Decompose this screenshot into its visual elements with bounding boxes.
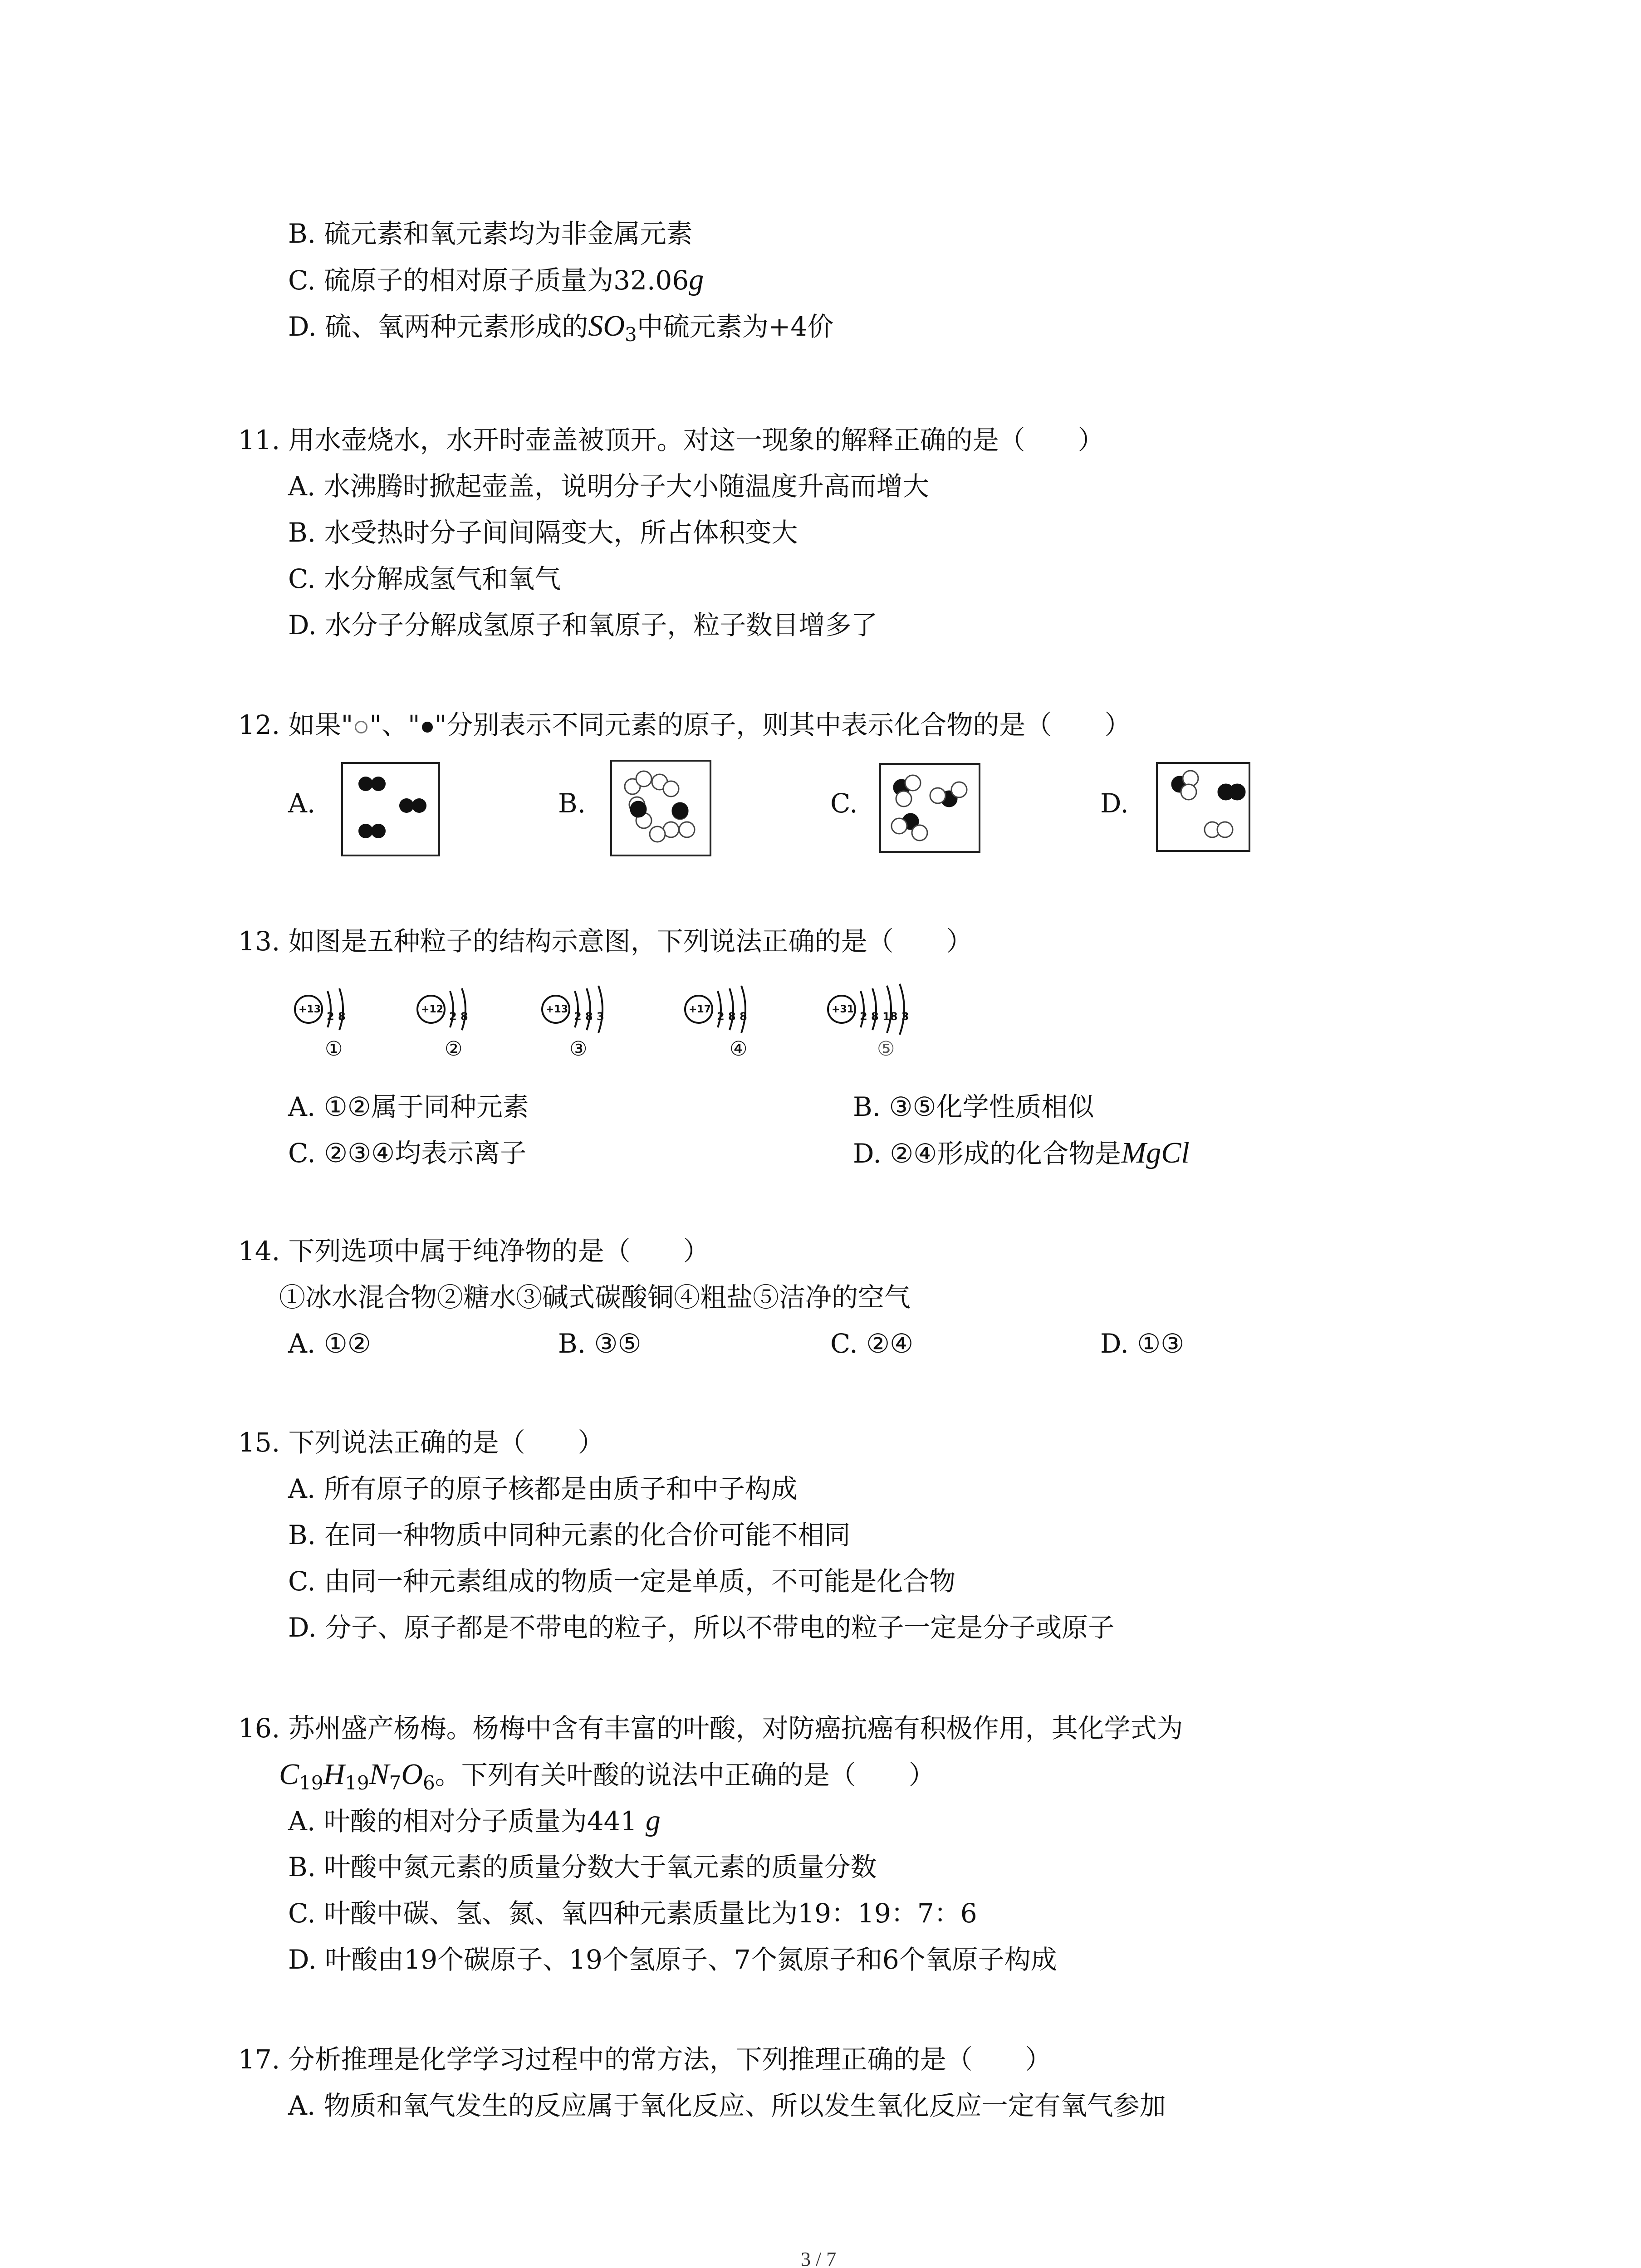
nucleus-charge: +12: [421, 1004, 444, 1015]
q12-stem: 12. 如果" "、" "分别表示不同元素的原子，则其中表示化合物的是（ ）: [238, 709, 1131, 740]
q15-stem: 15. 下列说法正确的是（ ）: [238, 1427, 604, 1458]
q14-option-c: C. ②④: [830, 1328, 914, 1359]
q12-option-b-diagram: [610, 760, 711, 856]
q13-diagram-4: [681, 982, 785, 1068]
q13-diagram-5: [823, 982, 941, 1068]
q13-option-a: A. ①②属于同种元素: [288, 1091, 529, 1122]
q15-option-c: C. 由同一种元素组成的物质一定是单质，不可能是化合物: [288, 1566, 956, 1597]
q16-option-c: C. 叶酸中碳、氢、氮、氧四种元素质量比为19：19：7：6: [288, 1898, 977, 1929]
diagram-label: ②: [445, 1037, 463, 1061]
q16-option-b: B. 叶酸中氮元素的质量分数大于氧元素的质量分数: [288, 1852, 877, 1882]
q15-option-d: D. 分子、原子都是不带电的粒子，所以不带电的粒子一定是分子或原子: [288, 1612, 1115, 1643]
q13-diagram-2: [413, 982, 504, 1068]
q12-label-d: D.: [1100, 788, 1129, 819]
q10-option-c: C. 硫原子的相对原子质量为32.06g: [288, 263, 704, 296]
diagram-label: ④: [730, 1037, 748, 1061]
q10-option-b: B. 硫元素和氧元素均为非金属元素: [288, 218, 693, 249]
q14-option-a: A. ①②: [288, 1328, 371, 1359]
q14-items: ①冰水混合物②糖水③碱式碳酸铜④粗盐⑤洁净的空气: [279, 1282, 911, 1313]
q11-option-a: A. 水沸腾时掀起壶盖，说明分子大小随温度升高而增大: [288, 471, 929, 502]
q16-stem: 16. 苏州盛产杨梅。杨梅中含有丰富的叶酸，对防癌抗癌有积极作用，其化学式为: [238, 1713, 1183, 1744]
filled-atom-icon: [422, 722, 433, 733]
q14-stem: 14. 下列选项中属于纯净物的是（ ）: [238, 1236, 710, 1266]
q16-option-d: D. 叶酸由19个碳原子、19个氢原子、7个氮原子和6个氧原子构成: [288, 1944, 1057, 1975]
q16-formula-line: $C_{19}H_{19}N_7O_6$。下列有关叶酸的说法中正确的是（ ）: [279, 1758, 935, 1794]
electron-shells: 2 8: [449, 1010, 468, 1023]
nucleus-charge: +13: [546, 1004, 568, 1015]
electron-shells: 2 8 3: [574, 1010, 604, 1023]
electron-shells: 2 8: [327, 1010, 346, 1023]
q12-option-a-diagram: [341, 762, 440, 856]
nucleus-charge: +31: [832, 1004, 854, 1015]
diagram-label: ①: [325, 1037, 343, 1061]
electron-shells: 2 8 18 3: [860, 1010, 909, 1023]
nucleus-charge: +13: [299, 1004, 321, 1015]
q13-diagram-3: [538, 982, 642, 1068]
q14-option-d: D. ①③: [1100, 1328, 1185, 1359]
q14-option-b: B. ③⑤: [558, 1328, 642, 1359]
diagram-label: ⑤: [877, 1037, 895, 1061]
q12-label-c: C.: [830, 788, 858, 819]
q15-option-b: B. 在同一种物质中同种元素的化合价可能不相同: [288, 1520, 851, 1550]
q11-stem: 11. 用水壶烧水，水开时壶盖被顶开。对这一现象的解释正确的是（ ）: [238, 425, 1104, 455]
q13-option-c: C. ②③④均表示离子: [288, 1138, 527, 1168]
q13-option-b: B. ③⑤化学性质相似: [853, 1091, 1094, 1122]
q13-stem: 13. 如图是五种粒子的结构示意图，下列说法正确的是（ ）: [238, 926, 973, 957]
hollow-atom-icon: [355, 721, 367, 733]
q12-label-b: B.: [558, 788, 586, 819]
q12-option-d-diagram: [1156, 762, 1250, 852]
q13-option-d: D. ②④形成的化合物是MgCl: [853, 1136, 1190, 1169]
q10-option-d: D. 硫、氧两种元素形成的$SO_3$中硫元素为+4价: [288, 309, 834, 346]
q12-option-c-diagram: [879, 763, 980, 853]
q11-option-c: C. 水分解成氢气和氧气: [288, 563, 561, 594]
q17-stem: 17. 分析推理是化学学习过程中的常方法，下列推理正确的是（ ）: [238, 2044, 1052, 2075]
nucleus-charge: +17: [689, 1004, 711, 1015]
q13-diagram-1: [290, 982, 381, 1068]
electron-shells: 2 8 8: [717, 1010, 747, 1023]
q15-option-a: A. 所有原子的原子核都是由质子和中子构成: [288, 1473, 798, 1504]
page-number: 3 / 7: [801, 2248, 837, 2268]
q17-option-a: A. 物质和氧气发生的反应属于氧化反应、所以发生氧化反应一定有氧气参加: [288, 2090, 1166, 2121]
q12-label-a: A.: [288, 788, 316, 819]
q11-option-d: D. 水分子分解成氢原子和氧原子，粒子数目增多了: [288, 610, 878, 640]
q16-option-a: A. 叶酸的相对分子质量为441 g: [288, 1804, 661, 1837]
diagram-label: ③: [569, 1037, 588, 1061]
q11-option-b: B. 水受热时分子间间隔变大，所占体积变大: [288, 517, 798, 548]
